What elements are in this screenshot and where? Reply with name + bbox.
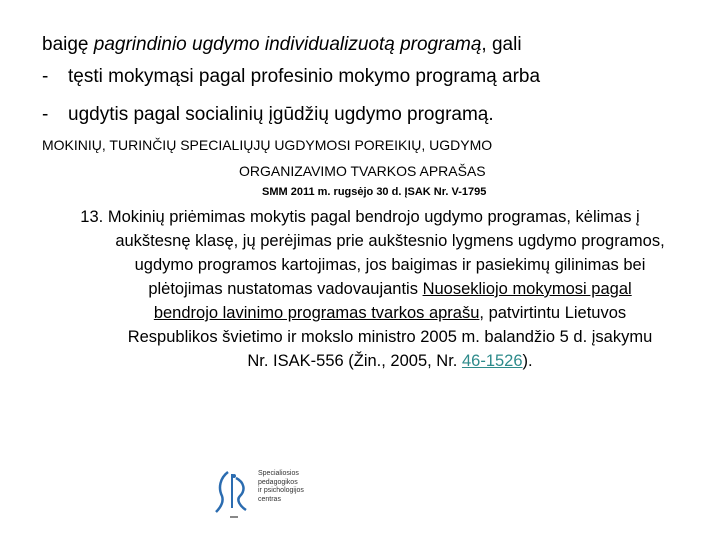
logo-text-4: centras — [258, 495, 281, 503]
center-logo-mark-icon — [210, 468, 256, 523]
law-link-part-2[interactable]: bendrojo lavinimo programas tvarkos aprašu — [153, 304, 480, 322]
heading-line-2: ORGANIZAVIMO TVARKOS APRAŠAS — [239, 163, 486, 179]
bullet-2-text: ugdytis pagal socialinių įgūdžių ugdymo programą. — [68, 104, 494, 125]
gazette-link[interactable]: 46-1526 — [461, 352, 523, 370]
para-line-4-pre: plėtojimas nustatomas vadovaujantis — [148, 280, 423, 298]
para-line-1: 13. Mokinių priėmimas mokytis pagal bendrojo ugdymo programas, kėlimas į — [80, 208, 640, 226]
heading-line-1: MOKINIŲ, TURINČIŲ SPECIALIŲJŲ UGDYMOSI POREIKIŲ, UGDYMO — [42, 137, 493, 153]
para-line-7 — [0, 352, 720, 371]
line-1-post: , gali — [481, 34, 522, 55]
center-logo — [210, 468, 320, 523]
para-line-5-post: , patvirtintu Lietuvos — [479, 304, 627, 322]
logo-text-3: ir psichologijos — [258, 487, 304, 494]
bullet-1-dash: - — [42, 66, 49, 87]
law-link-part-1[interactable]: Nuosekliojo mokymosi pagal — [422, 280, 632, 298]
bullet-2-dash: - — [42, 104, 49, 125]
para-line-2: aukštesnę klasę, jų perėjimas prie aukštesnio lygmens ugdymo programos, — [115, 232, 665, 250]
para-line-3: ugdymo programos kartojimas, jos baigimas ir pasiekimų gilinimas bei — [134, 256, 646, 274]
center-logo-text — [258, 470, 304, 504]
para-line-6: Respublikos švietimo ir mokslo ministro 2005 m. balandžio 5 d. įsakymu — [127, 328, 653, 346]
line-1-italic: pagrindinio ugdymo individualizuotą programą — [93, 34, 482, 55]
line-1-pre: baigę — [42, 34, 94, 55]
heading-reference: SMM 2011 m. rugsėjo 30 d. ĮSAK Nr. V-1795 — [262, 186, 487, 198]
logo-text-1: Specialiosios — [258, 470, 299, 477]
bullet-1-text: tęsti mokymąsi pagal profesinio mokymo programą arba — [68, 66, 541, 87]
logo-text-2: pedagogikos — [258, 478, 298, 486]
para-line-4 — [0, 280, 720, 299]
line-1 — [42, 34, 522, 56]
para-line-7-post: ). — [522, 352, 533, 370]
bullet-2 — [42, 104, 494, 126]
para-line-5 — [0, 304, 720, 323]
bullet-1 — [42, 66, 540, 88]
para-line-7-pre: Nr. ISAK-556 (Žin., 2005, Nr. — [247, 352, 462, 370]
